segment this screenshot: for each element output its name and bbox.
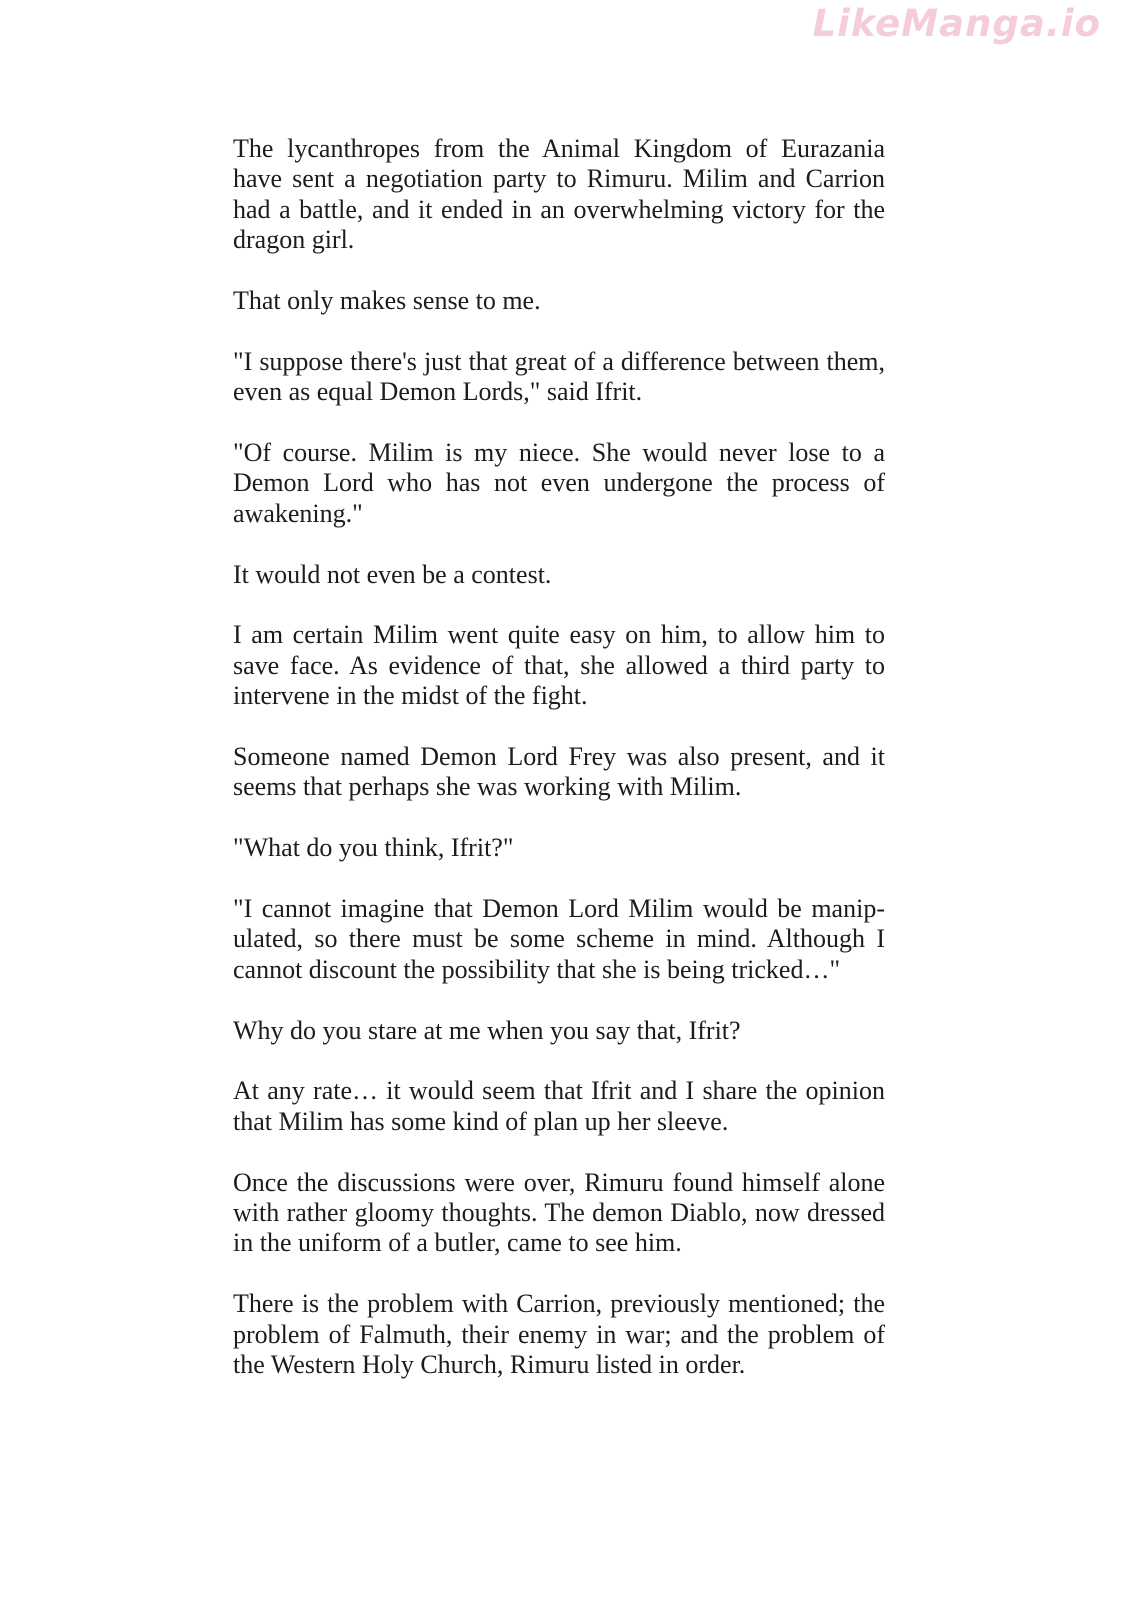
paragraph: The lycanthropes from the Animal Kingdom of Eurazania have sent a negotiation party to Rimuru. Milim and Carrion had a battle, and it ended in an overwhelming victory for the dragon girl. bbox=[233, 134, 885, 255]
paragraph: There is the problem with Carrion, previously mentioned; the problem of Falmuth, their enemy in war; and the problem of the Western Holy Church, Rimuru listed in order. bbox=[233, 1289, 885, 1380]
paragraph: Why do you stare at me when you say that, Ifrit? bbox=[233, 1015, 741, 1045]
paragraph: At any rate… it would seem that Ifrit and I share the opinion that Milim has some kind of plan up her sleeve. bbox=[233, 1076, 885, 1136]
paragraph: I am certain Milim went quite easy on him, to allow him to save face. As evidence of that, she allowed a third party to intervene in the midst of the fight. bbox=[233, 620, 885, 711]
paragraph: That only makes sense to me. bbox=[233, 286, 541, 316]
paragraph: Someone named Demon Lord Frey was also present, and it seems that perhaps she was working with Milim. bbox=[233, 742, 885, 802]
paragraph: Once the discussions were over, Rimuru found himself alone with rather gloomy thoughts. The demon Diablo, now dressed in the uniform of a butler, came to see him. bbox=[233, 1167, 885, 1258]
watermark-logo: LikeManga.io bbox=[812, 2, 1101, 45]
paragraph: "What do you think, Ifrit?" bbox=[233, 833, 514, 863]
paragraph: It would not even be a contest. bbox=[233, 559, 552, 589]
paragraph: "I suppose there's just that great of a difference between them, even as equal Demon Lords," said Ifrit. bbox=[233, 346, 885, 407]
paragraph: "I cannot imagine that Demon Lord Milim would be manipulated, so there must be some scheme in mind. Although I cannot discount the possibility that she is being tricked…" bbox=[233, 894, 885, 984]
paragraph: "Of course. Milim is my niece. She would never lose to a Demon Lord who has not even undergone the process of awakening." bbox=[233, 438, 885, 528]
document-body bbox=[233, 134, 885, 1380]
